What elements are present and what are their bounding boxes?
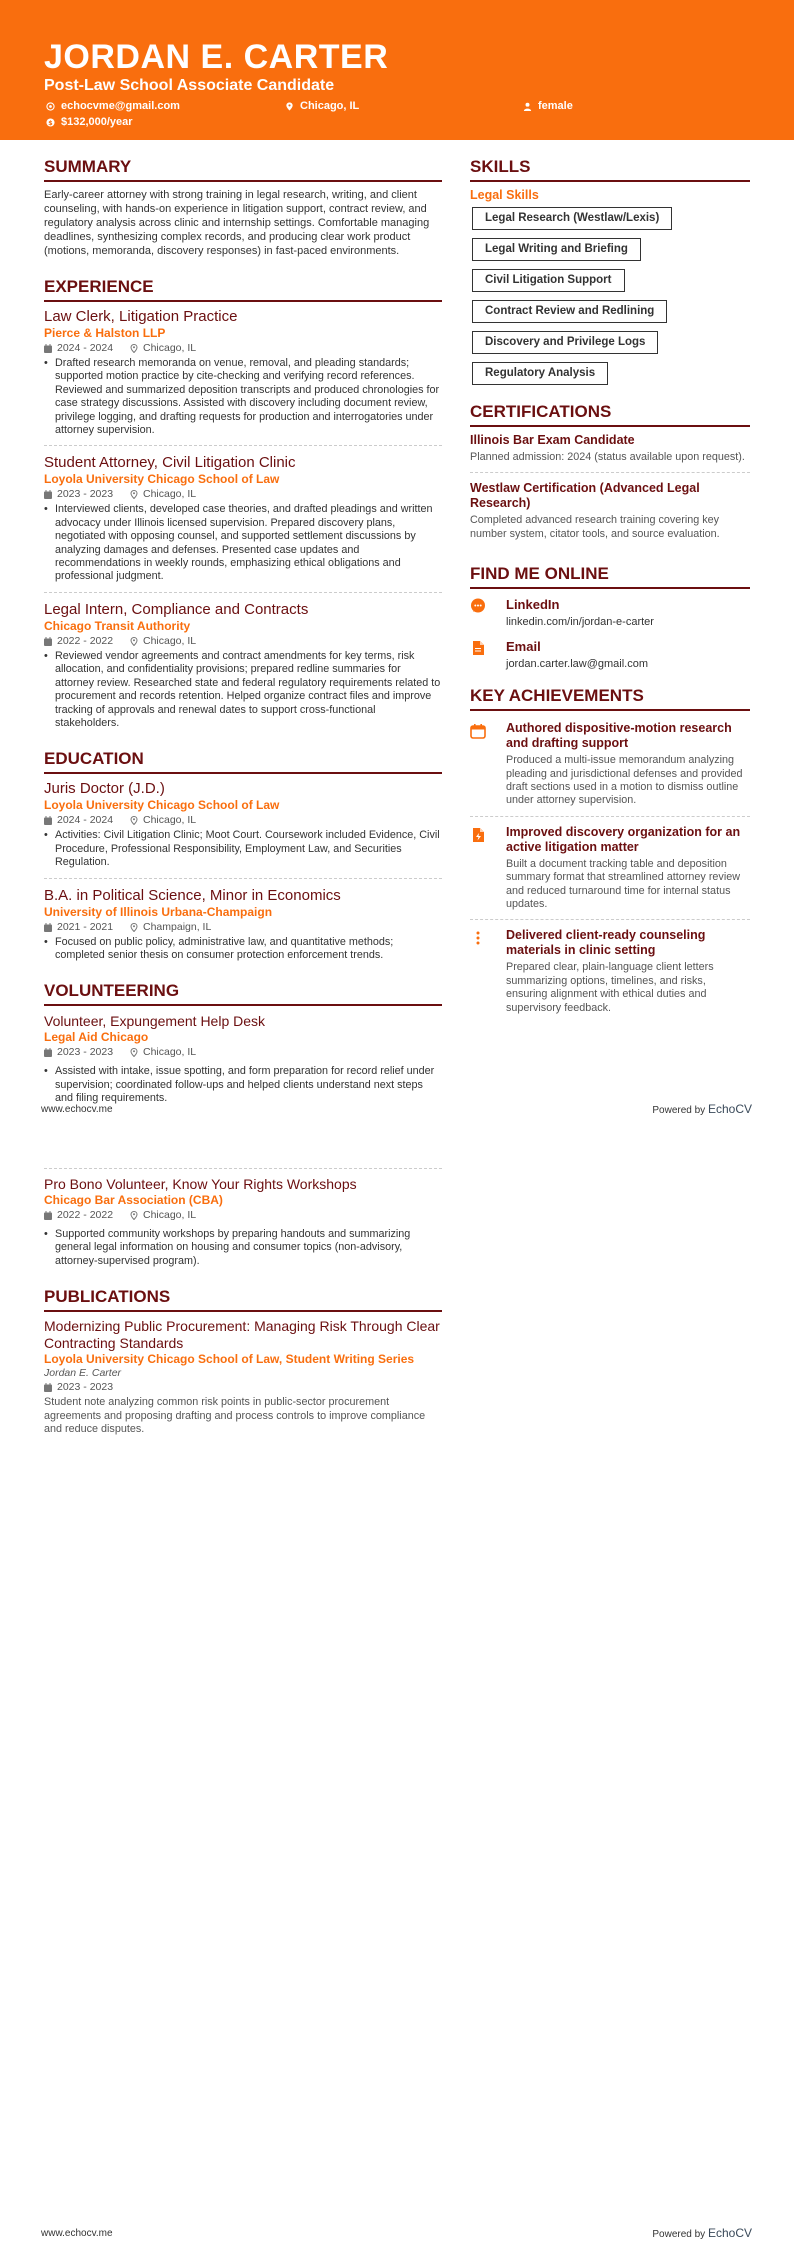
skill-tag: Discovery and Privilege Logs — [472, 331, 658, 354]
more-vertical-icon — [470, 930, 486, 946]
location-pin-icon — [130, 1048, 138, 1057]
summary-text: Early-career attorney with strong training in legal research, writing, and client counseling, with hands-on experience in litigation support, contract review, and regulatory analysis across clinic and internship settings. Comfortable managing deadlines, synthesizing complex records, and producing clear work product (motions, memoranda, discovery responses) in fast-paced environments. — [44, 189, 430, 257]
header-salary — [46, 117, 133, 128]
document-icon — [470, 640, 486, 656]
location-pin-icon — [130, 923, 138, 932]
education-bullet: • Activities: Civil Litigation Clinic; Moot Court. Coursework included Evidence, Civil Procedure, Professional Responsibility, Employment Law, and Securities Regulation. — [55, 829, 442, 869]
school-name: Loyola University Chicago School of Law — [44, 798, 280, 813]
achievement-description: Prepared clear, plain-language client letters summarizing options, timelines, and risks, ensuring alignment with ethical duties and supervisory feedback. — [506, 961, 714, 1014]
volunteer-location: Chicago, IL — [143, 1046, 197, 1059]
document-bolt-icon — [470, 827, 486, 843]
footer-powered — [652, 1102, 752, 1116]
skill-tag: Legal Research (Westlaw/Lexis) — [472, 207, 672, 230]
right-column — [470, 158, 750, 1031]
achievement-description: Built a document tracking table and deposition summary format that streamlined attorney review and reduced turnaround time for internal status updates. — [506, 857, 741, 911]
job-bullet: • Reviewed vendor agreements and contract amendments for key terms, risk allocation, and confidentiality provisions; prepared redline summaries for attorney review. Researched state and federal regulatory requirements related to procurement and records retention. Helped organize contract files and improve tracking of approvals and renewal dates to support cross-functional stakeholders. — [55, 650, 442, 730]
skill-tag: Civil Litigation Support — [472, 269, 625, 292]
skills-heading: SKILLS — [470, 158, 750, 182]
footer-site-page-2[interactable]: www.echocv.me — [41, 2228, 113, 2239]
publication-title: Modernizing Public Procurement: Managing Risk Through Clear Contracting Standards — [44, 1318, 440, 1352]
header-gender-text: female — [538, 100, 573, 112]
achievement-title: Authored dispositive-motion research and drafting support — [506, 721, 732, 751]
brand-logo[interactable]: EchoCV — [707, 2226, 752, 2240]
job-title: Student Attorney, Civil Litigation Clinic — [44, 454, 296, 472]
candidate-title: Post-Law School Associate Candidate — [44, 77, 335, 94]
location-pin-icon — [130, 637, 138, 646]
location-pin-icon — [130, 816, 138, 825]
calendar-icon — [44, 816, 52, 825]
dollar-circle-icon — [46, 118, 55, 127]
candidate-name: JORDAN E. CARTER — [44, 38, 389, 76]
chat-bubble-icon — [470, 598, 486, 614]
skill-tags — [470, 207, 750, 393]
calendar-icon — [44, 923, 52, 932]
footer-site[interactable]: www.echocv.me — [41, 1104, 113, 1115]
brand-logo[interactable]: EchoCV — [707, 1102, 752, 1116]
volunteer-organization: Legal Aid Chicago — [44, 1030, 149, 1045]
achievement-title: Delivered client-ready counseling materials in clinic setting — [506, 928, 706, 958]
certification-title: Illinois Bar Exam Candidate — [470, 433, 635, 447]
volunteer-dates: 2023 - 2023 — [57, 1046, 114, 1059]
education-item — [44, 780, 442, 878]
job-bullet: • Interviewed clients, developed case theories, and drafted pleadings and written advocacy under Illinois licensed supervision. Prepared discovery plans, negotiated with opposing counsel, and supported settlement discussions by analyzing damages and defenses. Presented case updates and recommendations in weekly rounds, emphasizing ethical obligations and professional judgment. — [55, 503, 442, 583]
person-icon — [523, 102, 532, 111]
job-title: Law Clerk, Litigation Practice — [44, 308, 238, 325]
achievement-description: Produced a multi-issue memorandum analyzing pleading and jurisdictional defenses and provided draft sections used in a motion to dismiss outline under attorney supervision. — [506, 754, 743, 807]
svg-text:$: $ — [48, 119, 53, 127]
publications-heading: PUBLICATIONS — [44, 1288, 442, 1312]
volunteering-item — [44, 1012, 442, 1113]
education-heading: EDUCATION — [44, 750, 442, 774]
calendar-icon — [44, 344, 52, 353]
job-location: Chicago, IL — [143, 634, 197, 647]
volunteer-role: Volunteer, Expungement Help Desk — [44, 1013, 266, 1030]
job-location: Chicago, IL — [143, 342, 197, 354]
powered-by-text: Powered by — [652, 1105, 706, 1116]
experience-heading: EXPERIENCE — [44, 278, 442, 302]
job-bullet: • Drafted research memoranda on venue, removal, and pleading standards; supported motion practice by cite-checking and verifying record references. Reviewed and summarized deposition transcripts and produced chronologies for case strategy discussions. Assisted with discovery including document review, privilege logging, and drafting requests for production and interrogatories under attorney supervision. — [55, 357, 442, 437]
online-heading: FIND ME ONLINE — [470, 565, 750, 589]
volunteering-heading: VOLUNTEERING — [44, 982, 442, 1006]
skill-tag: Regulatory Analysis — [472, 362, 608, 385]
calendar-icon — [470, 723, 486, 739]
volunteer-organization: Chicago Bar Association (CBA) — [44, 1193, 223, 1207]
header-email-text: echocvme@gmail.com — [61, 100, 180, 112]
education-dates: 2021 - 2021 — [57, 920, 114, 933]
job-dates: 2024 - 2024 — [57, 342, 114, 354]
skills-subheading: Legal Skills — [470, 188, 539, 202]
header-location-text: Chicago, IL — [300, 100, 360, 112]
publication-description: Student note analyzing common risk points in public-sector procurement agreements and proposing drafting and process controls to improve compliance and reduce disputes. — [44, 1396, 426, 1436]
education-dates: 2024 - 2024 — [57, 814, 114, 827]
certifications-heading: CERTIFICATIONS — [470, 403, 750, 427]
degree-title: Juris Doctor (J.D.) — [44, 780, 165, 798]
linkedin-url[interactable]: linkedin.com/in/jordan-e-carter — [506, 616, 654, 629]
location-pin-icon — [130, 490, 138, 499]
skill-tag: Legal Writing and Briefing — [472, 238, 641, 261]
left-column-page-2 — [44, 1168, 442, 1436]
volunteer-location: Chicago, IL — [143, 1209, 197, 1221]
job-dates: 2023 - 2023 — [57, 488, 114, 501]
certification-item — [470, 481, 750, 549]
skill-tag: Contract Review and Redlining — [472, 300, 667, 323]
header-location — [285, 101, 359, 112]
experience-item — [44, 308, 442, 446]
calendar-icon — [44, 490, 52, 499]
online-email[interactable] — [470, 639, 750, 671]
experience-item — [44, 601, 442, 738]
location-pin-icon — [285, 102, 294, 111]
achievements-heading: KEY ACHIEVEMENTS — [470, 687, 750, 711]
publication-item — [44, 1318, 442, 1436]
online-label: Email — [506, 639, 541, 655]
powered-by-text: Powered by — [652, 2229, 706, 2240]
email-address[interactable]: jordan.carter.law@gmail.com — [506, 658, 648, 671]
job-location: Chicago, IL — [143, 488, 197, 501]
header-salary-text: $132,000/year — [61, 116, 133, 128]
volunteer-role: Pro Bono Volunteer, Know Your Rights Workshops — [44, 1176, 357, 1192]
degree-title: B.A. in Political Science, Minor in Economics — [44, 886, 341, 904]
volunteer-bullet: • Assisted with intake, issue spotting, and form preparation for record relief under supervision; coordinated follow-ups and helped clients understand next steps and filing requirements. — [55, 1065, 442, 1105]
achievement-item — [470, 721, 750, 817]
calendar-icon — [44, 1048, 52, 1057]
education-location: Chicago, IL — [143, 814, 197, 827]
header-email[interactable] — [46, 101, 180, 112]
job-organization: Pierce & Halston LLP — [44, 326, 166, 340]
calendar-icon — [44, 637, 52, 646]
publication-dates: 2023 - 2023 — [57, 1381, 114, 1394]
certification-description: Completed advanced research training covering key number system, citator tools, and source evaluation. — [470, 514, 720, 540]
school-name: University of Illinois Urbana-Champaign — [44, 904, 273, 919]
footer-powered-page-2 — [652, 2226, 752, 2240]
job-organization: Chicago Transit Authority — [44, 618, 191, 633]
at-icon — [46, 102, 55, 111]
left-column — [44, 158, 442, 1126]
location-pin-icon — [130, 344, 138, 353]
calendar-icon — [44, 1383, 52, 1392]
experience-item — [44, 454, 442, 592]
certification-description: Planned admission: 2024 (status available upon request). — [470, 451, 745, 463]
volunteering-item — [44, 1175, 442, 1276]
job-dates: 2022 - 2022 — [57, 634, 114, 647]
online-linkedin[interactable] — [470, 597, 750, 629]
certification-item — [470, 433, 750, 473]
education-location: Champaign, IL — [143, 920, 212, 933]
volunteer-dates: 2022 - 2022 — [57, 1209, 114, 1221]
job-organization: Loyola University Chicago School of Law — [44, 472, 280, 487]
location-pin-icon — [130, 1211, 138, 1220]
certification-title: Westlaw Certification (Advanced Legal Research) — [470, 481, 700, 511]
volunteer-bullet: • Supported community workshops by preparing handouts and summarizing general legal information on housing and consumer topics (non-advisory, attorney-supervised program). — [55, 1228, 442, 1268]
achievement-title: Improved discovery organization for an active litigation matter — [506, 824, 741, 854]
job-title: Legal Intern, Compliance and Contracts — [44, 600, 309, 618]
education-bullet: • Focused on public policy, administrative law, and quantitative methods; completed senior thesis on consumer protection enforcement trends. — [55, 936, 442, 963]
achievement-item — [470, 928, 750, 1023]
header-banner — [0, 0, 794, 140]
calendar-icon — [44, 1211, 52, 1220]
publication-author: Jordan E. Carter — [44, 1367, 122, 1380]
achievement-item — [470, 825, 750, 921]
education-item — [44, 887, 442, 971]
header-gender — [523, 101, 573, 112]
summary-heading: SUMMARY — [44, 158, 442, 182]
online-label: LinkedIn — [506, 597, 560, 613]
publication-venue: Loyola University Chicago School of Law, Student Writing Series — [44, 1352, 415, 1367]
